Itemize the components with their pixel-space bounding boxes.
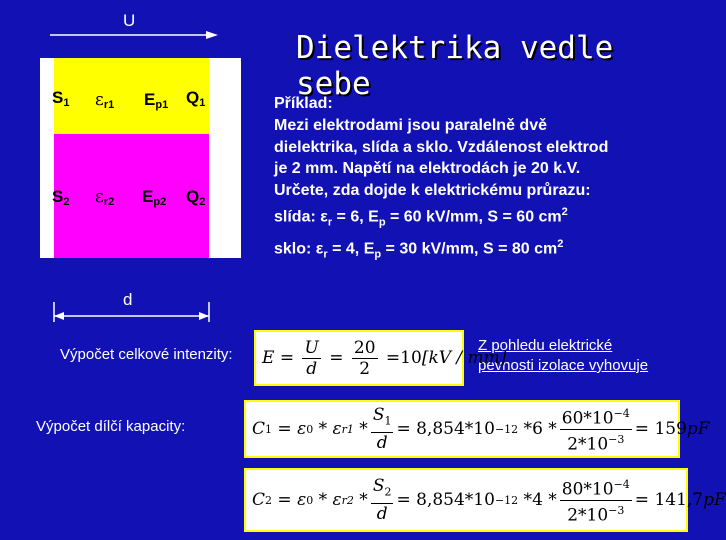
capacitor-diagram [0,0,260,330]
intensity-label: Výpočet celkové intenzity: [60,346,233,363]
area-label-1: $S_1$ [52,88,70,109]
example-line-2: dielektrika, slída a sklo. Vzdálenost elektrod [274,138,609,156]
charge-label-1: $Q_1$ [186,88,206,109]
permittivity-label-2: $\varepsilon_{r2}$ [95,187,115,208]
charge-label-2: $Q_2$ [186,187,206,208]
voltage-label: U [123,11,136,30]
capacity-formula-2: C 2 = ε 0 * ε r2 * $\frac{S_2}{d}$ = 8,854 *10 −12 * 4 * $\frac{80*10^{-4}}{2*10^{-3}}$ = 141,7 pF [244,468,688,532]
example-heading: Příklad: [274,95,333,112]
capacity-label: Výpočet dílčí kapacity: [36,418,186,435]
conclusion-line-2: pevnosti izolace vyhovuje [478,357,649,374]
distance-label: d [123,290,133,309]
breakdown-field-label-1: $E_{p1}$ [144,90,169,111]
glass-parameters: sklo: $\varepsilon_r = 4$, $E_p = 30$ kV/mm, S = 80 $cm^2$ [274,238,564,261]
capacity-formula-1: C 1 = ε 0 * ε r1 * $\frac{S_1}{d}$ = 8,854 *10 −12 * 6 * $\frac{60*10^{-4}}{2*10^{-3}}$ = 159 pF [244,400,680,458]
example-line-1: Mezi elektrodami jsou paralelně dvě [274,116,547,134]
example-text [274,93,714,267]
permittivity-label-1: $\varepsilon_{r1}$ [95,90,115,111]
area-label-2: $S_2$ [52,187,70,208]
example-line-3: je 2 mm. Napětí na elektrodách je 20 k.V. [274,160,581,178]
electrode-right [209,58,241,258]
distance-arrow [40,300,220,324]
conclusion-line-1: Z pohledu elektrické [478,337,613,354]
example-line-4: Určete, zda dojde k elektrickému průrazu: [274,182,591,200]
mica-parameters: slída: $\varepsilon_r = 6$, $E_p = 60$ kV/mm, S = 60 $cm^2$ [274,205,568,229]
breakdown-field-label-2: $E_{p2}$ [142,187,167,208]
intensity-formula: E = $\frac{U}{d}$ = $\frac{20}{2}$ = 10 [kV / mm] [254,330,464,386]
slide-title: Dielektrika vedle sebe [296,30,614,102]
